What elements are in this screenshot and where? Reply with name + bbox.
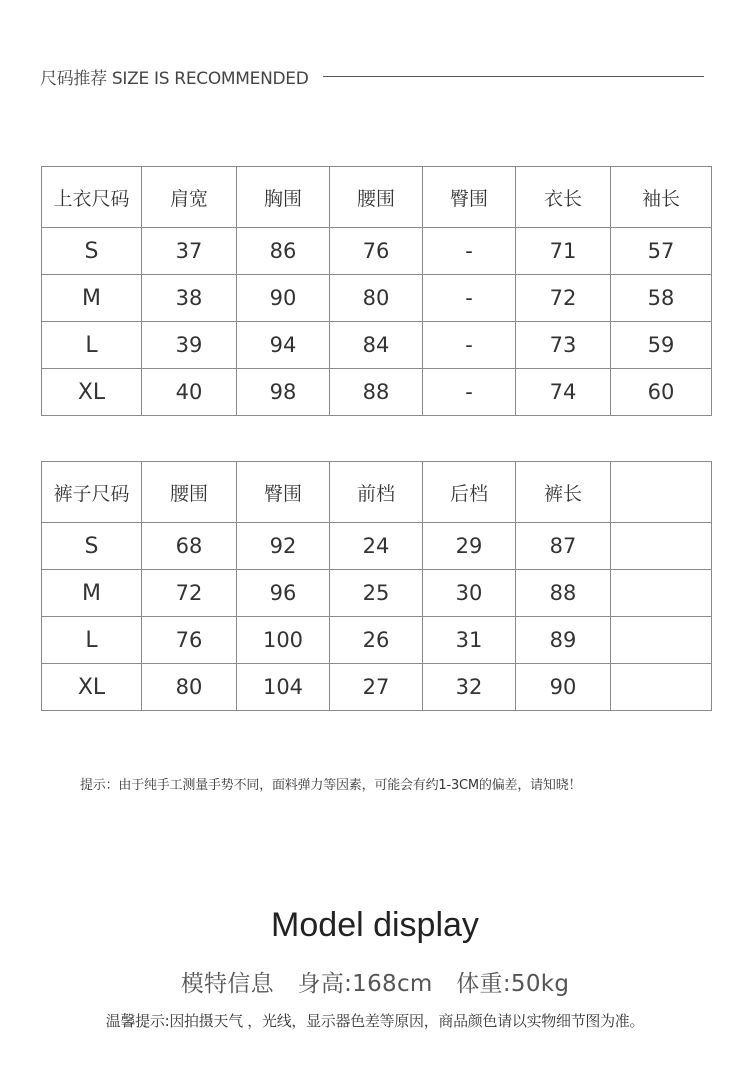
table-cell: 25 [330,570,423,617]
table-row [42,664,712,711]
table-cell: 76 [330,228,423,275]
table-cell [611,664,712,711]
table-header-cell: 腰围 [142,462,237,523]
table-header-cell: 胸围 [237,167,330,228]
table-cell: 100 [237,617,330,664]
table-cell: 80 [142,664,237,711]
table-row [42,322,712,369]
table-cell: 88 [516,570,611,617]
table-cell: 104 [237,664,330,711]
table-cell: 88 [330,369,423,416]
table-header-cell: 裤子尺码 [42,462,142,523]
table-cell: 58 [611,275,712,322]
table-header-cell: 肩宽 [142,167,237,228]
table-cell: 94 [237,322,330,369]
pants-size-table [41,461,712,711]
table-cell: 60 [611,369,712,416]
size-label-cell: M [42,570,142,617]
table-row [42,275,712,322]
table-header-row [42,462,712,523]
table-row [42,228,712,275]
table-cell: 72 [516,275,611,322]
table-header-cell: 上衣尺码 [42,167,142,228]
table-cell: 57 [611,228,712,275]
table-cell: 89 [516,617,611,664]
table-header-cell: 臀围 [423,167,516,228]
table-cell: - [423,228,516,275]
table-header-cell [611,462,712,523]
table-row [42,523,712,570]
table-cell: 80 [330,275,423,322]
table-cell: 73 [516,322,611,369]
table-cell: - [423,322,516,369]
table-cell: 87 [516,523,611,570]
table-cell: 38 [142,275,237,322]
table-row [42,369,712,416]
color-notice: 温馨提示:因拍摄天气 ，光线，显示器色差等原因，商品颜色请以实物细节图为准。 [105,1012,645,1030]
size-label-cell: L [42,322,142,369]
table-cell: - [423,275,516,322]
table-cell: 31 [423,617,516,664]
table-cell: 86 [237,228,330,275]
table-row [42,617,712,664]
table-header-cell: 腰围 [330,167,423,228]
table-cell: 40 [142,369,237,416]
table-cell [611,523,712,570]
table-cell: 90 [237,275,330,322]
table-cell: 29 [423,523,516,570]
table-cell: 32 [423,664,516,711]
model-info [0,965,750,998]
table-header-cell: 臀围 [237,462,330,523]
table-cell: 74 [516,369,611,416]
table-cell: 92 [237,523,330,570]
size-heading-title: 尺码推荐 SIZE IS RECOMMENDED [40,68,309,89]
table-cell: 90 [516,664,611,711]
size-section-heading [40,64,704,88]
table-cell: 39 [142,322,237,369]
table-cell: 26 [330,617,423,664]
table-cell [611,570,712,617]
table-header-row [42,167,712,228]
table-cell: 76 [142,617,237,664]
table-cell: - [423,369,516,416]
table-header-cell: 后档 [423,462,516,523]
size-label-cell: XL [42,664,142,711]
size-label-cell: XL [42,369,142,416]
table-row [42,570,712,617]
table-header-cell: 衣长 [516,167,611,228]
table-cell: 30 [423,570,516,617]
table-cell: 27 [330,664,423,711]
model-height: 身高:168cm [297,971,433,997]
top-size-table [41,166,712,416]
model-info-label: 模特信息 [180,971,274,997]
table-header-cell: 袖长 [611,167,712,228]
model-display-title: Model display [271,906,479,944]
table-header-cell: 裤长 [516,462,611,523]
size-label-cell: L [42,617,142,664]
table-cell: 37 [142,228,237,275]
measurement-tip: 提示：由于纯手工测量手势不同，面料弹力等因素，可能会有约1-3CM的偏差，请知晓！ [80,778,582,793]
size-label-cell: S [42,523,142,570]
table-header-cell: 前档 [330,462,423,523]
table-cell: 71 [516,228,611,275]
table-cell: 96 [237,570,330,617]
model-weight: 体重:50kg [456,971,570,997]
table-cell: 59 [611,322,712,369]
table-cell [611,617,712,664]
table-cell: 68 [142,523,237,570]
table-cell: 24 [330,523,423,570]
size-label-cell: S [42,228,142,275]
table-cell: 98 [237,369,330,416]
table-cell: 72 [142,570,237,617]
heading-divider [323,76,704,77]
size-label-cell: M [42,275,142,322]
table-cell: 84 [330,322,423,369]
